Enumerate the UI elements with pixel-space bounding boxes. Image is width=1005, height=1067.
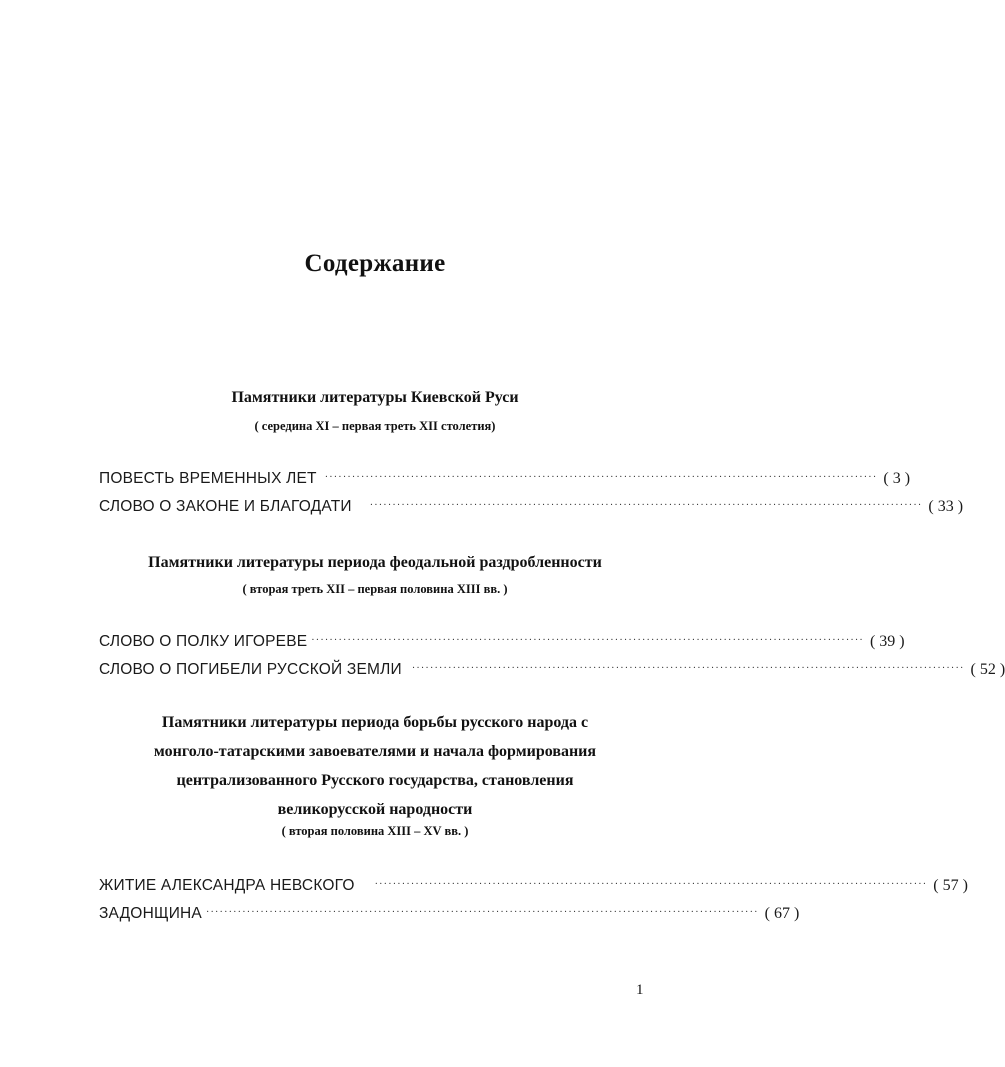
section-period: ( вторая половина XIII – XV вв. ) [281, 824, 469, 838]
section-heading-line: Памятники литературы периода феодальной раздробленности [148, 554, 602, 571]
toc-entry[interactable] [99, 872, 968, 900]
toc-list [99, 465, 964, 521]
toc-entry-title: СЛОВО О ПОГИБЕЛИ РУССКОЙ ЗЕМЛИ [99, 661, 402, 678]
toc-entry-title: СЛОВО О ЗАКОНЕ И БЛАГОДАТИ [99, 498, 352, 515]
toc-list [99, 872, 968, 928]
toc-entry-page: ( 67 ) [764, 905, 800, 922]
toc-entry-page: ( 57 ) [933, 877, 968, 894]
toc-entry-title: ЖИТИЕ АЛЕКСАНДРА НЕВСКОГО [99, 877, 355, 894]
dot-leader: ·························································································································· [374, 879, 928, 890]
dot-leader: ·························································································································· [324, 472, 878, 483]
toc-entry[interactable] [99, 628, 905, 656]
dot-leader: ·························································································································· [311, 635, 864, 646]
toc-entry-page: ( 3 ) [883, 470, 911, 487]
toc-entry-title: ЗАДОНЩИНА [99, 905, 202, 922]
section-period: ( середина XI – первая треть XII столетия) [254, 419, 496, 433]
section-heading-line: централизованного Русского государства, становления [176, 772, 574, 789]
toc-entry-title: СЛОВО О ПОЛКУ ИГОРЕВЕ [99, 633, 308, 650]
section-heading [80, 383, 670, 412]
toc-entry-page: ( 52 ) [970, 661, 1005, 678]
section-period: ( вторая треть XII – первая половина XIII вв. ) [242, 582, 508, 596]
toc-entry[interactable] [99, 493, 964, 521]
section-heading-line: монголо-татарскими завоевателями и начала формирования [153, 743, 597, 760]
toc-entry-title: ПОВЕСТЬ ВРЕМЕННЫХ ЛЕТ [99, 470, 317, 487]
section-heading-line: Памятники литературы Киевской Руси [231, 389, 519, 406]
section-heading [80, 708, 670, 824]
page-number: 1 [636, 982, 644, 998]
section-heading-line: Памятники литературы периода борьбы русского народа с [161, 714, 589, 731]
toc-entry-page: ( 33 ) [928, 498, 964, 515]
toc-list [99, 628, 1005, 684]
page-title: Содержание [304, 250, 446, 277]
section-heading-line: великорусской народности [277, 801, 473, 818]
dot-leader: ·························································································································· [411, 663, 965, 674]
toc-entry[interactable] [99, 900, 800, 928]
section-heading [80, 548, 670, 577]
dot-leader: ·························································································································· [205, 907, 759, 918]
dot-leader: ·························································································································· [369, 500, 923, 511]
toc-entry[interactable] [99, 656, 1005, 684]
toc-entry[interactable] [99, 465, 911, 493]
toc-entry-page: ( 39 ) [869, 633, 905, 650]
